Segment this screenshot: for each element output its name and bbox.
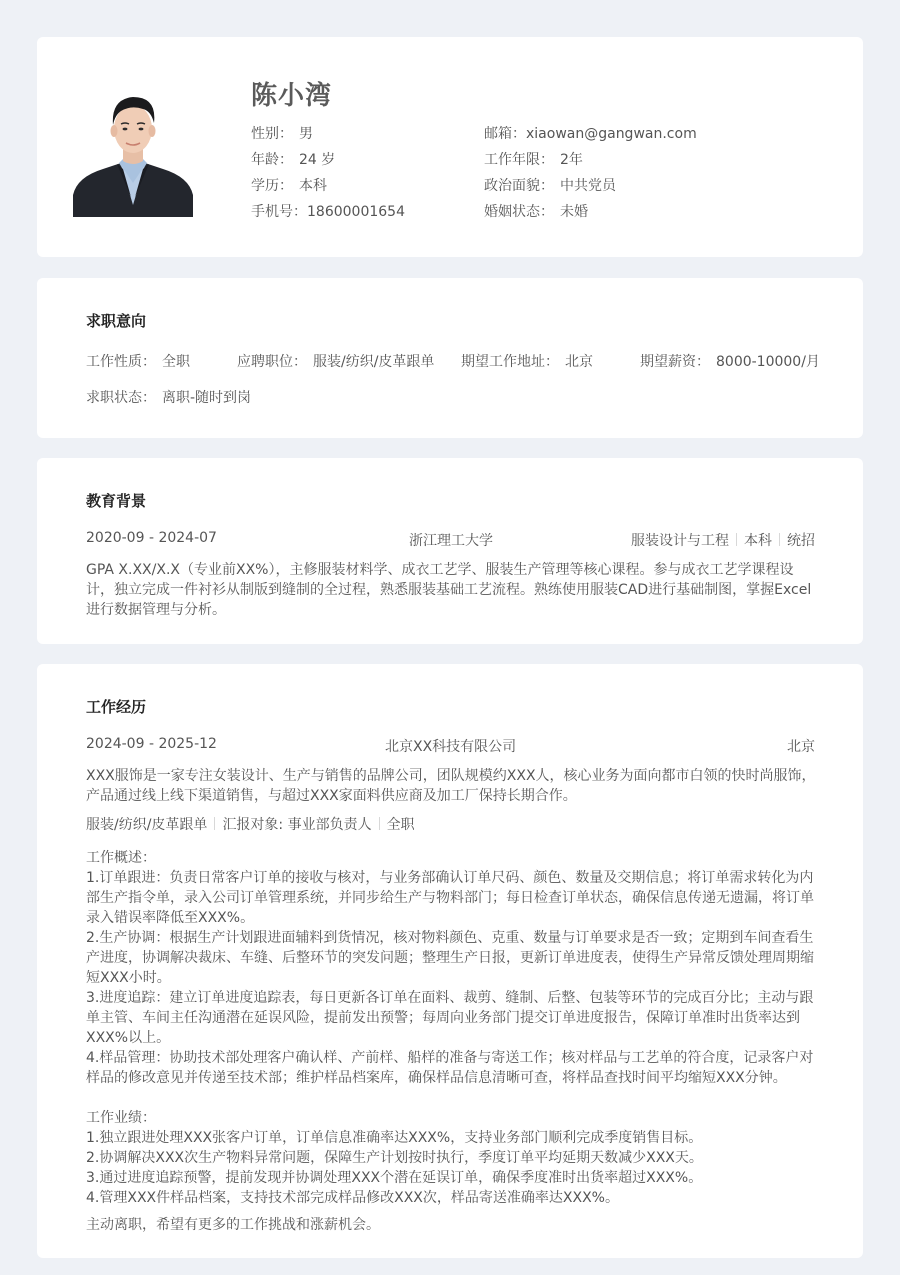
job-intent-card — [37, 278, 863, 438]
intent-salary — [640, 351, 820, 371]
work-company: 北京XX科技有限公司 — [385, 739, 517, 755]
work-city: 北京 — [787, 739, 815, 755]
work-overview — [86, 848, 816, 1088]
info-label: 婚姻状态： — [484, 204, 554, 220]
intent-value: 北京 — [565, 354, 593, 370]
company-description — [86, 766, 816, 806]
overview-line: 工作概述： — [86, 850, 156, 866]
edu-school: 浙江理工大学 — [409, 533, 493, 549]
achievement-line: 3.通过进度追踪预警，提前发现并协调处理XXX个潜在延误订单，确保季度准时出货率超过XXX%。 — [86, 1170, 703, 1186]
intent-value: 全职 — [162, 354, 190, 370]
intent-label: 求职状态： — [86, 390, 156, 406]
work-tag: 服装/纺织/皮革跟单 — [86, 817, 208, 833]
info-education — [251, 175, 327, 195]
edu-degree: 本科 — [744, 533, 772, 549]
info-value: 中共党员 — [560, 178, 616, 194]
candidate-name: 陈小湾 — [251, 81, 333, 111]
overview-line: 录入错误率降低至XXX%。 — [86, 910, 255, 926]
info-value: 2年 — [560, 152, 583, 168]
divider — [736, 533, 737, 546]
company-desc-line: XXX服饰是一家专注女装设计、生产与销售的品牌公司，团队规模约XXX人，核心业务为面向都市白领的快时尚服饰， — [86, 768, 816, 784]
company-desc-line: 产品通过线上线下渠道销售，与超过XXX家面料供应商及加工厂保持长期合作。 — [86, 788, 577, 804]
work-period: 2024-09 - 2025-12 — [86, 736, 217, 752]
edu-description — [86, 560, 816, 620]
education-card — [37, 458, 863, 644]
edu-desc-line: 进行数据管理与分析。 — [86, 602, 226, 618]
info-email — [484, 123, 697, 143]
section-title-education: 教育背景 — [86, 492, 147, 510]
section-title-intent: 求职意向 — [86, 312, 147, 330]
achievement-line: 4.管理XXX件样品档案，支持技术部完成样品修改XXX次，样品寄送准确率达XXX%。 — [86, 1190, 619, 1206]
achievement-line: 工作业绩： — [86, 1110, 156, 1126]
info-value: 男 — [299, 126, 313, 142]
profile-card — [37, 37, 863, 257]
overview-line: 样品的修改意见并传递至技术部；维护样品档案库，确保样品信息清晰可查，将样品查找时间平均缩短XXX分钟。 — [86, 1070, 787, 1086]
work-experience-card — [37, 664, 863, 1258]
info-work-years — [484, 149, 583, 169]
overview-line: 3.进度追踪：建立订单进度追踪表，每日更新各订单在面料、裁剪、缝制、后整、包装等环节的完成百分比；主动与跟 — [86, 990, 814, 1006]
intent-value: 离职-随时到岗 — [162, 390, 252, 406]
overview-line: 产进度，协调解决裁床、车缝、后整环节的突发问题；整理生产日报，更新订单进度表，使得生产异常反馈处理周期缩 — [86, 950, 814, 966]
overview-line: 2.生产协调：根据生产计划跟进面辅料到货情况，核对物料颜色、克重、数量与订单要求是否一致；定期到车间查看生 — [86, 930, 814, 946]
avatar — [73, 87, 193, 217]
intent-label: 应聘职位： — [237, 354, 307, 370]
leave-reason: 主动离职，希望有更多的工作挑战和涨薪机会。 — [86, 1217, 380, 1233]
intent-label: 期望薪资： — [640, 354, 710, 370]
info-label: 邮箱： — [484, 126, 526, 142]
overview-line: 单主管、车间主任沟通潜在延误风险，提前发出预警；每周向业务部门提交订单进度报告，保障订单准时出货率达到 — [86, 1010, 800, 1026]
divider — [214, 817, 215, 830]
info-label: 学历： — [251, 178, 293, 194]
overview-line: 1.订单跟进：负责日常客户订单的接收与核对，与业务部确认订单尺码、颜色、数量及交期信息；将订单需求转化为内 — [86, 870, 814, 886]
divider — [779, 533, 780, 546]
info-phone — [251, 201, 405, 221]
edu-desc-line: 计，独立完成一件衬衫从制版到缝制的全过程，熟悉服装基础工艺流程。熟练使用服装CAD进行基础制图，掌握Excel — [86, 582, 812, 598]
info-gender — [251, 123, 313, 143]
intent-position — [237, 351, 434, 371]
info-marital — [484, 201, 588, 221]
work-tags — [86, 814, 415, 834]
work-tag: 全职 — [386, 817, 415, 833]
intent-location — [461, 351, 593, 371]
edu-type: 统招 — [787, 533, 815, 549]
edu-major: 服装设计与工程 — [631, 533, 729, 549]
edu-period: 2020-09 - 2024-07 — [86, 530, 217, 546]
info-label: 政治面貌： — [484, 178, 554, 194]
intent-label: 工作性质： — [86, 354, 156, 370]
info-value: 本科 — [299, 178, 327, 194]
info-value: xiaowan@gangwan.com — [526, 126, 697, 142]
info-value: 未婚 — [560, 204, 588, 220]
info-label: 性别： — [251, 126, 293, 142]
achievement-line: 2.协调解决XXX次生产物料异常问题，保障生产计划按时执行，季度订单平均延期天数减少XXX天。 — [86, 1150, 703, 1166]
avatar-photo-icon — [73, 87, 193, 217]
info-value: 18600001654 — [307, 204, 405, 220]
achievement-line: 1.独立跟进处理XXX张客户订单，订单信息准确率达XXX%，支持业务部门顺利完成季度销售目标。 — [86, 1130, 703, 1146]
info-age — [251, 149, 335, 169]
divider — [379, 817, 380, 830]
overview-line: 短XXX小时。 — [86, 970, 171, 986]
overview-line: 部生产指令单，录入公司订单管理系统，并同步给生产与物料部门；每日检查订单状态，确保信息传递无遗漏，将订单 — [86, 890, 814, 906]
info-label: 手机号： — [251, 204, 307, 220]
work-achievements — [86, 1108, 816, 1208]
intent-value: 服装/纺织/皮革跟单 — [313, 354, 435, 370]
info-label: 年龄： — [251, 152, 293, 168]
intent-value: 8000-10000/月 — [716, 354, 820, 370]
work-tag: 汇报对象: 事业部负责人 — [222, 817, 372, 833]
info-label: 工作年限： — [484, 152, 554, 168]
overview-line: 4.样品管理：协助技术部处理客户确认样、产前样、船样的准备与寄送工作；核对样品与工艺单的符合度，记录客户对 — [86, 1050, 814, 1066]
edu-desc-line: GPA X.XX/X.X（专业前XX%），主修服装材料学、成衣工艺学、服装生产管理等核心课程。参与成衣工艺学课程设 — [86, 562, 794, 578]
info-political — [484, 175, 616, 195]
section-title-work: 工作经历 — [86, 698, 147, 716]
info-value: 24 岁 — [299, 152, 336, 168]
edu-meta — [631, 530, 815, 550]
intent-status — [86, 387, 251, 407]
overview-line: XXX%以上。 — [86, 1030, 171, 1046]
intent-label: 期望工作地址： — [461, 354, 559, 370]
intent-work-type — [86, 351, 190, 371]
